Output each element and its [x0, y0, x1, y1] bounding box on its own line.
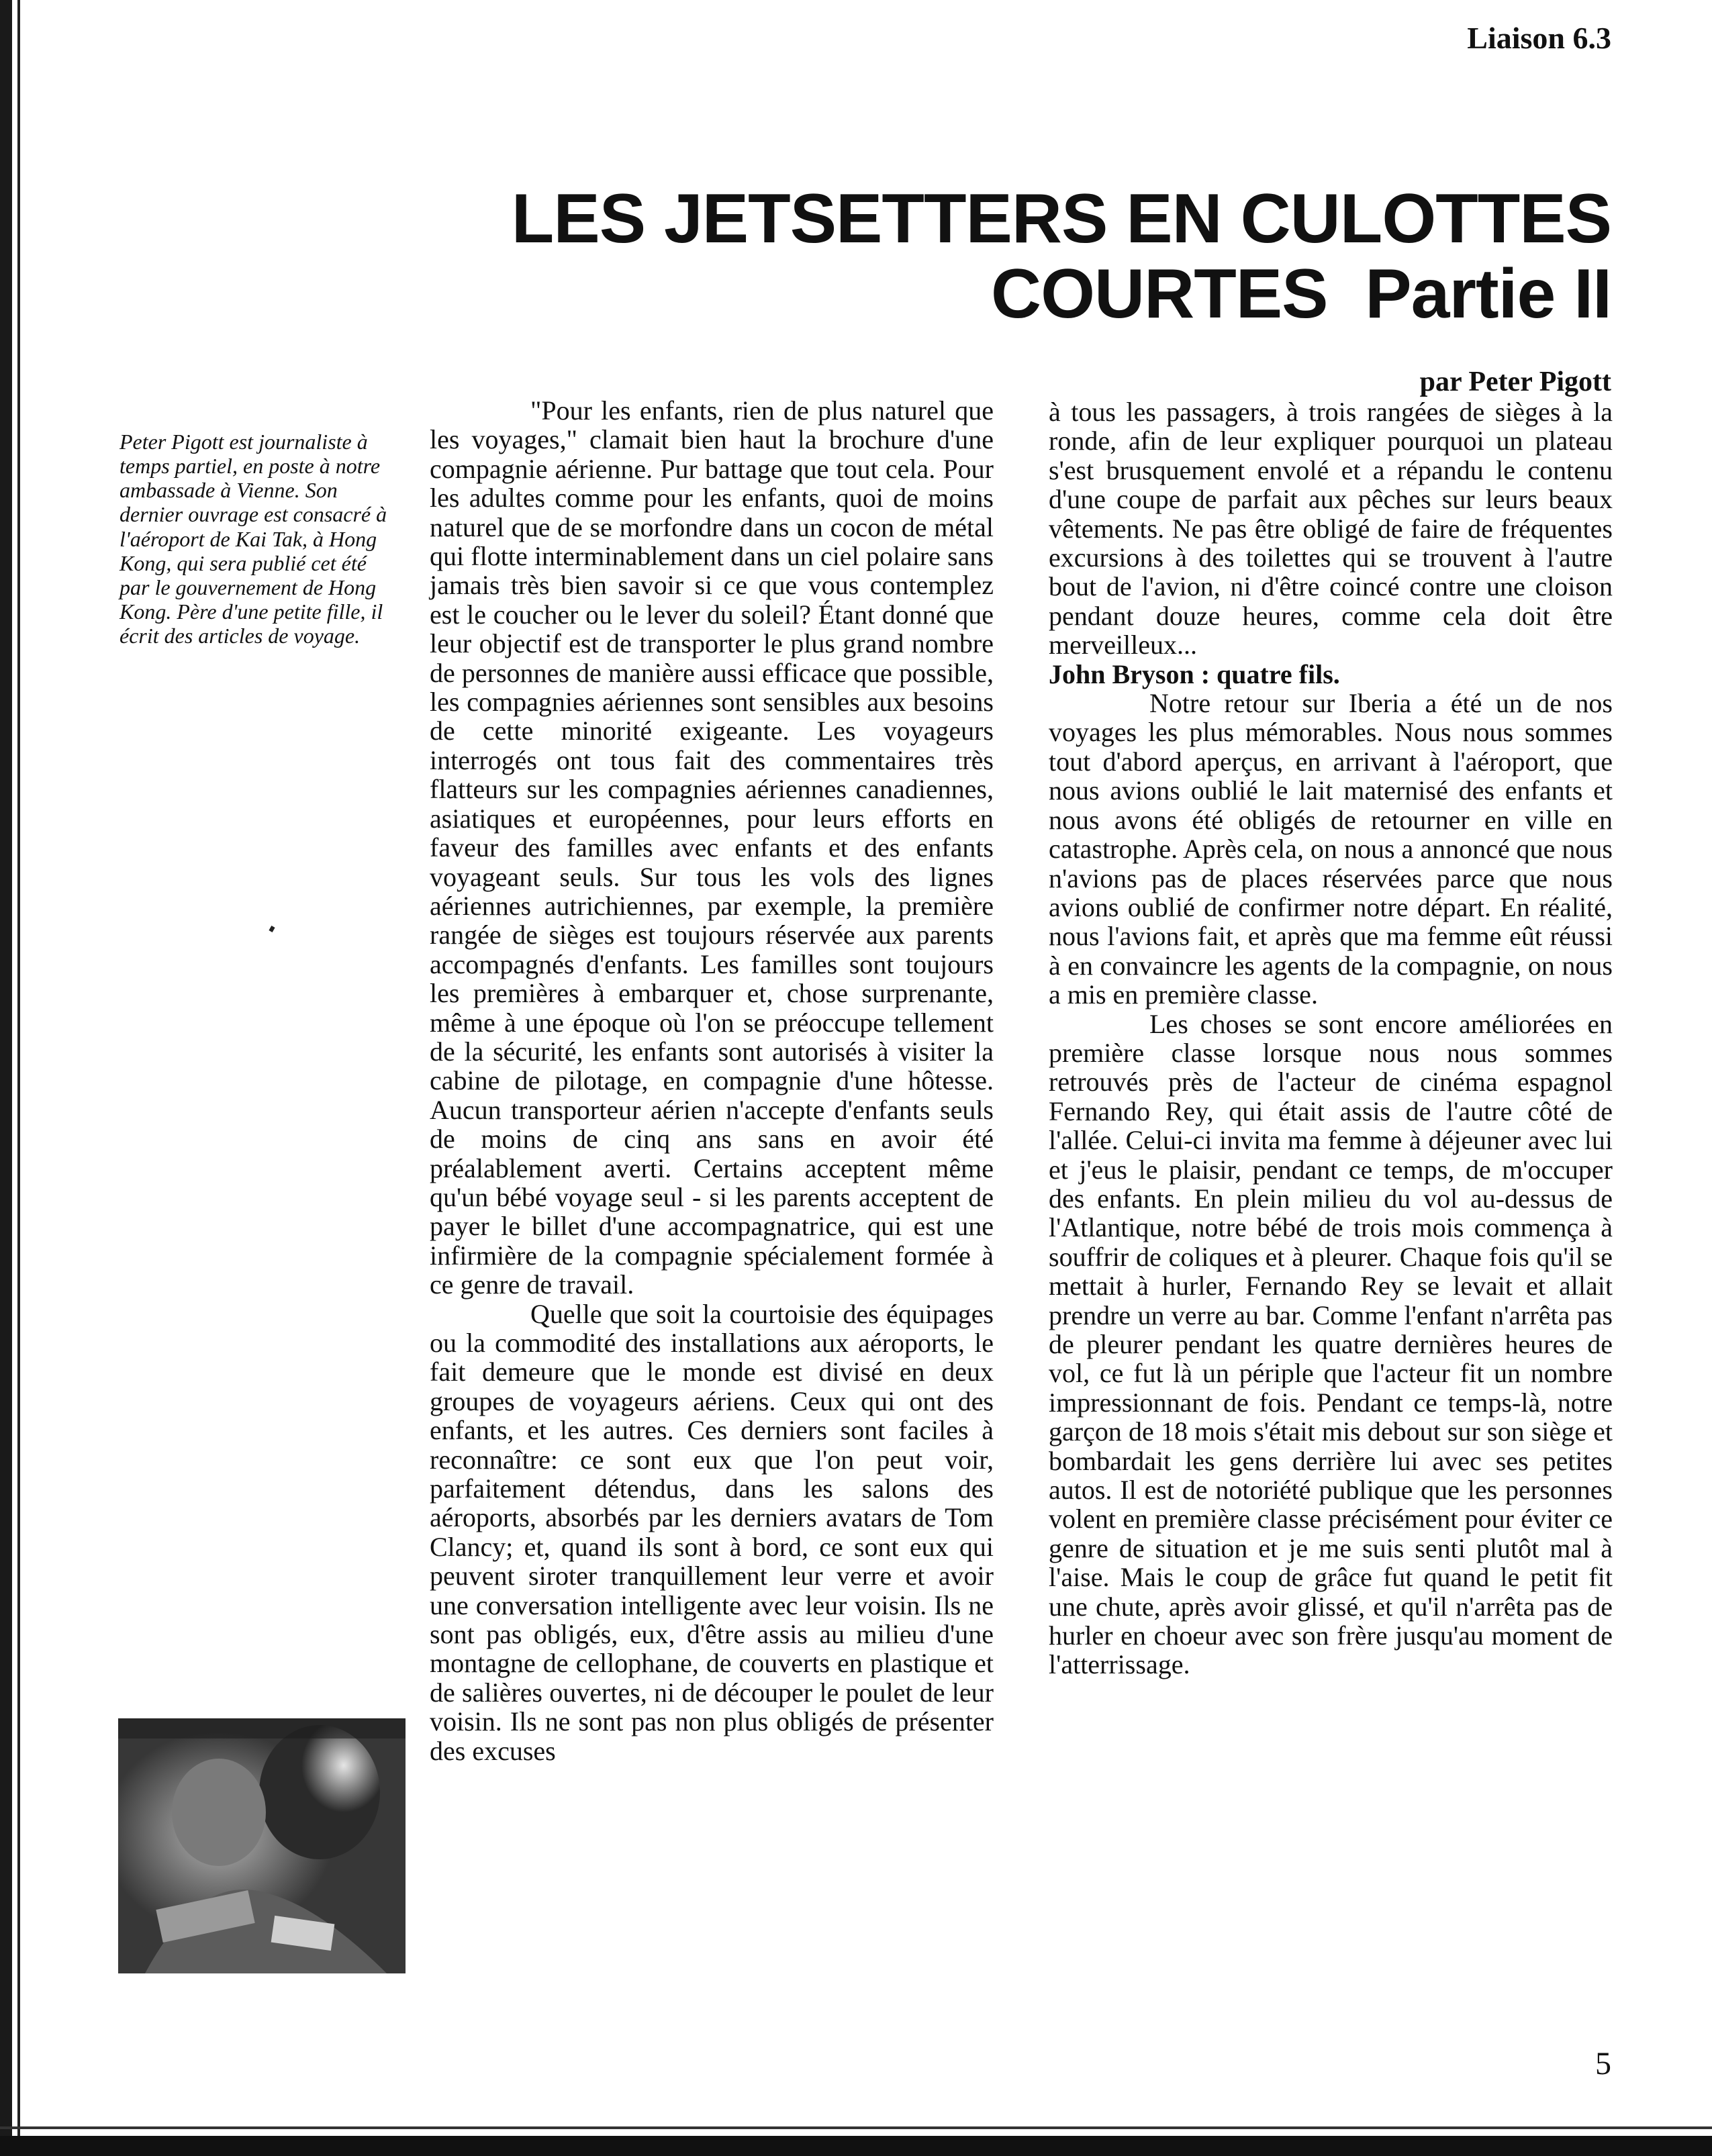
- journal-header: Liaison 6.3: [1467, 21, 1611, 55]
- paragraph-continued: à tous les passagers, à trois rangées de sièges à la ronde, afin de leur expliquer pourquoi un plateau s'est brusquement envolé et a répandu le contenu d'une coupe de parfait aux pêches sur leurs beaux vêtements. Ne pas être obligé de faire de fréquentes excursions à des toilettes qui se trouvent à l'autre bout de l'avion, ni d'être coincé contre une cloison pendant douze heures, comme cela doit être merveilleux...: [1049, 397, 1613, 660]
- child-head-right: [259, 1725, 380, 1859]
- byline: par Peter Pigott: [1419, 366, 1611, 397]
- scan-edge: [0, 0, 12, 2156]
- author-bio: Peter Pigott est journaliste à temps partiel, en poste à notre ambassade à Vienne. Son dernier ouvrage est consacré à l'aéroport de Kai Tak, à Hong Kong, qui sera publié cet été par le gouvernement de Hong Kong. Père d'une petite fille, il écrit des articles de voyage.: [120, 430, 387, 648]
- title-line-2: COURTES Partie II: [991, 255, 1611, 334]
- article-title: [336, 181, 1611, 332]
- paragraph: "Pour les enfants, rien de plus naturel que les voyages," clamait bien haut la brochure d'une compagnie aérienne. Pur battage que tout cela. Pour les adultes comme pour les enfants, quoi de moins naturel que de se morfondre dans un cocon de métal qui flotte interminablement dans un ciel polaire sans jamais très bien savoir si ce que vous contemplez est le coucher ou le lever du soleil? Étant donné que leur objectif est de transporter le plus grand nombre de personnes de manière aussi efficace que possible, les compagnies aériennes sont sensibles aux besoins de cette minorité exigeante. Les voyageurs interrogés ont tous fait des commentaires très flatteurs sur les compagnies aériennes canadiennes, asiatiques et européennes, pour leurs efforts en faveur des familles avec enfants et des enfants voyageant seuls. Sur tous les vols des lignes aériennes autrichiennes, par exemple, la première rangée de sièges est toujours réservée aux parents accompagnés d'enfants. Les familles sont toujours les premières à embarquer et, chose surprenante, même à une époque où l'on se préoccupe tellement de la sécurité, les enfants sont autorisés à visiter la cabine de pilotage, en compagnie d'une hôtesse. Aucun transporteur aérien n'accepte d'enfants seuls de moins de cinq ans sans en avoir été préalablement averti. Certains acceptent même qu'un bébé voyage seul - si les parents acceptent de payer le billet d'une accompagnatrice, qui est une infirmière de la compagnie spécialement formée à ce genre de travail.: [430, 395, 994, 1300]
- paragraph: Les choses se sont encore améliorées en première classe lorsque nous nous sommes retrouvés près de l'acteur de cinéma espagnol Fernando Rey, qui était assis de l'autre côté de l'allée. Celui-ci invita ma femme à déjeuner avec lui et j'eus le plaisir, pendant ce temps, de m'occuper des enfants. En plein milieu du vol au-dessus de l'Atlantique, notre bébé de trois mois commença à souffrir de coliques et à pleurer. Chaque fois qu'il se mettait à hurler, Fernando Rey se levait et allait prendre un verre au bar. Comme l'enfant n'arrêta pas de pleurer pendant les quatre dernières heures de vol, ce fut là un périple que l'acteur fit un nombre impressionnant de fois. Pendant ce temps-là, notre garçon de 18 mois s'était mis debout sur son siège et bombardait les gens derrière lui avec ses petites autos. Il est de notoriété publique que les personnes volent en première classe précisément pour éviter ce genre de situation et je me suis senti plutôt mal à l'aise. Mais le coup de grâce fut quand le petit fit une chute, après avoir glissé, et qu'il n'arrêta pas de hurler en choeur avec son frère jusqu'au moment de l'atterrissage.: [1049, 1008, 1613, 1680]
- page-number: 5: [1595, 2046, 1611, 2081]
- column-1: [430, 396, 994, 1765]
- scan-bottom-line: [0, 2126, 1712, 2129]
- scan-edge-line: [17, 0, 20, 2156]
- paragraph: Notre retour sur Iberia a été un de nos voyages les plus mémorables. Nous nous sommes tout d'abord aperçus, en arrivant à l'aéroport, que nous avions oublié le lait maternisé des enfants et nous avons été obligés de retourner en ville en catastrophe. Après cela, on nous a annoncé que nous n'avions pas de places réservées parce que nous avions oublié de confirmer notre départ. En réalité, nous l'avions fait, et après que ma femme eût réussi à en convaincre les agents de la compagnie, on nous a mis en première classe.: [1049, 688, 1613, 1010]
- column-2: [1049, 397, 1613, 1679]
- paragraph: Quelle que soit la courtoisie des équipages ou la commodité des installations aux aéroports, le fait demeure que le monde est divisé en deux groupes de voyageurs aériens. Ceux qui ont des enfants, et les autres. Ces derniers sont faciles à reconnaître: ce sont eux que l'on peut voir, parfaitement détendus, dans les salons des aéroports, absorbés par les derniers avatars de Tom Clancy; et, quand ils sont à bord, ce sont eux qui peuvent siroter tranquillement leur verre et avoir une conversation intelligente avec leur voisin. Ils ne sont pas obligés, eux, d'être assis au milieu d'une montagne de cellophane, de couverts en plastique et de salières ouvertes, ni de découper le poulet de leur voisin. Ils ne sont pas non plus obligés de présenter des excuses: [430, 1298, 994, 1766]
- subheading: John Bryson : quatre fils.: [1049, 658, 1340, 689]
- stray-mark: [269, 926, 275, 932]
- children-photo: [118, 1718, 406, 1973]
- title-line-1: LES JETSETTERS EN CULOTTES: [511, 180, 1611, 258]
- scan-bottom-edge: [0, 2136, 1712, 2156]
- child-head-left: [172, 1759, 266, 1866]
